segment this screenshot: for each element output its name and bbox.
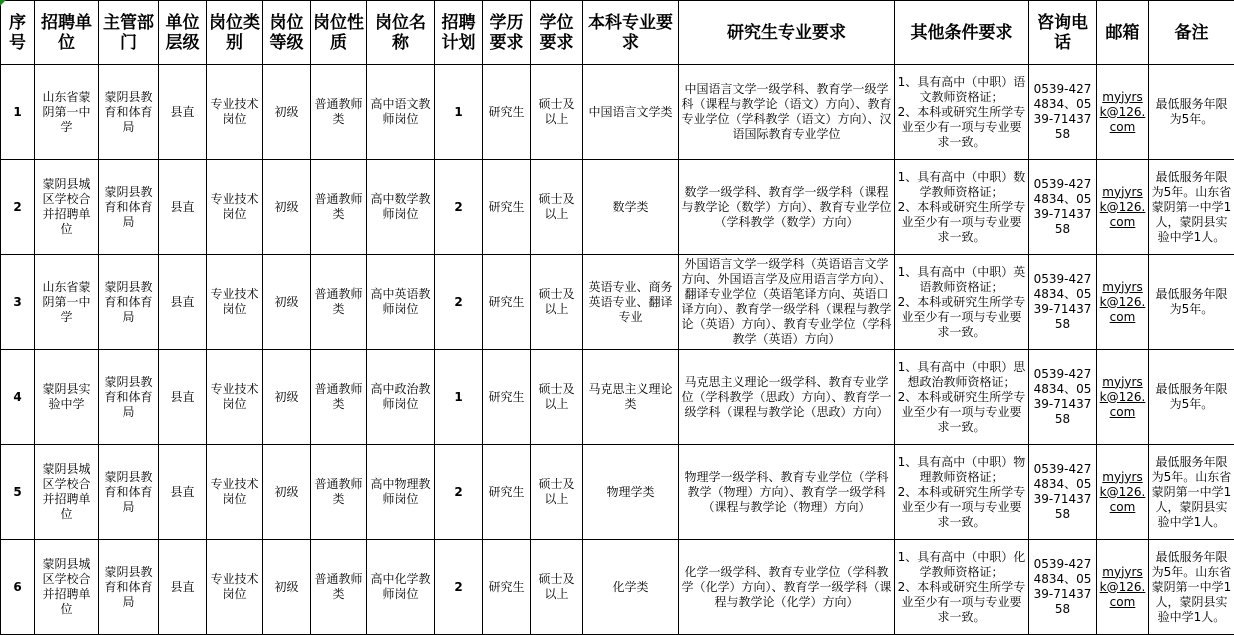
cell-email	[1097, 445, 1149, 540]
cell-corner-marker	[0, 0, 6, 6]
cell-degree: 硕士及以上	[531, 350, 583, 445]
col-header-nature: 岗位性质	[311, 1, 367, 65]
cell-nature: 普通教师类	[311, 540, 367, 635]
table-row	[1, 65, 1234, 160]
cell-grad: 外国语言文学一级学科（英语语言文学方向、外国语言学及应用语言学方向）、翻译专业学位（英语笔译方向、英语口译方向）、教育学一级学科（课程与教学论（英语）方向）、教育专业学位（学科教学（英语）方向）	[679, 255, 895, 350]
cell-grade: 初级	[263, 350, 311, 445]
cell-grad: 马克思主义理论一级学科、教育专业学位（学科教学（思政）方向）、教育学一级学科（课程与教学论（思政）方向）	[679, 350, 895, 445]
cell-unit: 蒙阴县实验中学	[35, 350, 99, 445]
cell-position: 高中物理教师岗位	[367, 445, 435, 540]
cell-edu: 研究生	[483, 350, 531, 445]
cell-undergrad: 化学类	[583, 540, 679, 635]
cell-seq: 4	[1, 350, 35, 445]
col-header-note: 备注	[1149, 1, 1234, 65]
table-row	[1, 350, 1234, 445]
cell-other: 1、具有高中（中职）数学教师资格证； 2、本科或研究生所学专业至少有一项与专业要求一致。	[895, 160, 1029, 255]
cell-other: 1、具有高中（中职）化学教师资格证； 2、本科或研究生所学专业至少有一项与专业要求一致。	[895, 540, 1029, 635]
cell-plan: 1	[435, 65, 483, 160]
cell-undergrad: 中国语言文学类	[583, 65, 679, 160]
cell-seq: 1	[1, 65, 35, 160]
cell-grade: 初级	[263, 255, 311, 350]
cell-level: 县直	[159, 160, 207, 255]
cell-note: 最低服务年限为5年。山东省蒙阴第一中学1人，蒙阴县实验中学1人。	[1149, 540, 1234, 635]
cell-grade: 初级	[263, 445, 311, 540]
cell-unit: 山东省蒙阴第一中学	[35, 255, 99, 350]
cell-position: 高中化学教师岗位	[367, 540, 435, 635]
cell-dept: 蒙阴县教育和体育局	[99, 65, 159, 160]
email-link[interactable]: myjyrsk@126.com	[1100, 565, 1146, 609]
cell-dept: 蒙阴县教育和体育局	[99, 255, 159, 350]
cell-degree: 硕士及以上	[531, 160, 583, 255]
cell-category: 专业技术岗位	[207, 160, 263, 255]
cell-position: 高中政治教师岗位	[367, 350, 435, 445]
cell-category: 专业技术岗位	[207, 445, 263, 540]
cell-email	[1097, 65, 1149, 160]
cell-note: 最低服务年限为5年。	[1149, 65, 1234, 160]
cell-grade: 初级	[263, 65, 311, 160]
col-header-edu: 学历要求	[483, 1, 531, 65]
cell-unit: 蒙阴县城区学校合并招聘单位	[35, 445, 99, 540]
cell-plan: 2	[435, 255, 483, 350]
cell-grade: 初级	[263, 160, 311, 255]
cell-email	[1097, 160, 1149, 255]
cell-level: 县直	[159, 540, 207, 635]
cell-degree: 硕士及以上	[531, 255, 583, 350]
cell-plan: 2	[435, 160, 483, 255]
col-header-grad: 研究生专业要求	[679, 1, 895, 65]
col-header-category: 岗位类别	[207, 1, 263, 65]
cell-seq: 3	[1, 255, 35, 350]
cell-grad: 中国语言文学一级学科、教育学一级学科（课程与教学论（语文）方向）、教育专业学位（学科教学（语文）方向）、汉语国际教育专业学位	[679, 65, 895, 160]
cell-seq: 5	[1, 445, 35, 540]
cell-email	[1097, 350, 1149, 445]
cell-undergrad: 物理学类	[583, 445, 679, 540]
col-header-level: 单位层级	[159, 1, 207, 65]
cell-position: 高中英语教师岗位	[367, 255, 435, 350]
cell-nature: 普通教师类	[311, 255, 367, 350]
cell-seq: 2	[1, 160, 35, 255]
col-header-position: 岗位名称	[367, 1, 435, 65]
cell-undergrad: 数学类	[583, 160, 679, 255]
table-row	[1, 255, 1234, 350]
cell-phone: 0539-4274834、0539-7143758	[1029, 445, 1097, 540]
cell-level: 县直	[159, 65, 207, 160]
cell-edu: 研究生	[483, 160, 531, 255]
cell-degree: 硕士及以上	[531, 540, 583, 635]
cell-dept: 蒙阴县教育和体育局	[99, 160, 159, 255]
cell-note: 最低服务年限为5年。	[1149, 255, 1234, 350]
cell-position: 高中数学教师岗位	[367, 160, 435, 255]
cell-unit: 蒙阴县城区学校合并招聘单位	[35, 540, 99, 635]
cell-phone: 0539-4274834、0539-7143758	[1029, 160, 1097, 255]
cell-note: 最低服务年限为5年。山东省蒙阴第一中学1人，蒙阴县实验中学1人。	[1149, 445, 1234, 540]
cell-dept: 蒙阴县教育和体育局	[99, 350, 159, 445]
col-header-seq: 序号	[1, 1, 35, 65]
email-link[interactable]: myjyrsk@126.com	[1100, 375, 1146, 419]
cell-degree: 硕士及以上	[531, 65, 583, 160]
cell-category: 专业技术岗位	[207, 65, 263, 160]
cell-position: 高中语文教师岗位	[367, 65, 435, 160]
cell-nature: 普通教师类	[311, 350, 367, 445]
email-link[interactable]: myjyrsk@126.com	[1100, 185, 1146, 229]
email-link[interactable]: myjyrsk@126.com	[1100, 470, 1146, 514]
cell-email	[1097, 255, 1149, 350]
cell-plan: 2	[435, 540, 483, 635]
cell-grad: 数学一级学科、教育学一级学科（课程与教学论（数学）方向）、教育专业学位（学科教学（数学）方向）	[679, 160, 895, 255]
cell-email	[1097, 540, 1149, 635]
col-header-degree: 学位要求	[531, 1, 583, 65]
cell-plan: 1	[435, 350, 483, 445]
cell-note: 最低服务年限为5年。	[1149, 350, 1234, 445]
cell-phone: 0539-4274834、0539-7143758	[1029, 540, 1097, 635]
col-header-other: 其他条件要求	[895, 1, 1029, 65]
cell-other: 1、具有高中（中职）英语教师资格证； 2、本科或研究生所学专业至少有一项与专业要求一致。	[895, 255, 1029, 350]
col-header-email: 邮箱	[1097, 1, 1149, 65]
col-header-dept: 主管部门	[99, 1, 159, 65]
cell-phone: 0539-4274834、0539-7143758	[1029, 350, 1097, 445]
cell-category: 专业技术岗位	[207, 350, 263, 445]
cell-edu: 研究生	[483, 445, 531, 540]
cell-other: 1、具有高中（中职）思想政治教师资格证； 2、本科或研究生所学专业至少有一项与专业要求一致。	[895, 350, 1029, 445]
cell-nature: 普通教师类	[311, 445, 367, 540]
col-header-plan: 招聘计划	[435, 1, 483, 65]
cell-nature: 普通教师类	[311, 65, 367, 160]
cell-other: 1、具有高中（中职）物理教师资格证； 2、本科或研究生所学专业至少有一项与专业要求一致。	[895, 445, 1029, 540]
cell-category: 专业技术岗位	[207, 540, 263, 635]
cell-edu: 研究生	[483, 65, 531, 160]
cell-dept: 蒙阴县教育和体育局	[99, 445, 159, 540]
cell-grad: 化学一级学科、教育专业学位（学科教学（化学）方向）、教育学一级学科（课程与教学论（化学）方向）	[679, 540, 895, 635]
cell-level: 县直	[159, 350, 207, 445]
cell-plan: 2	[435, 445, 483, 540]
cell-unit: 山东省蒙阴第一中学	[35, 65, 99, 160]
header-row	[1, 1, 1234, 65]
col-header-grade: 岗位等级	[263, 1, 311, 65]
cell-nature: 普通教师类	[311, 160, 367, 255]
cell-level: 县直	[159, 445, 207, 540]
cell-edu: 研究生	[483, 255, 531, 350]
col-header-phone: 咨询电话	[1029, 1, 1097, 65]
cell-note: 最低服务年限为5年。山东省蒙阴第一中学1人，蒙阴县实验中学1人。	[1149, 160, 1234, 255]
cell-seq: 6	[1, 540, 35, 635]
table-row	[1, 160, 1234, 255]
cell-grade: 初级	[263, 540, 311, 635]
cell-phone: 0539-4274834、0539-7143758	[1029, 255, 1097, 350]
cell-level: 县直	[159, 255, 207, 350]
cell-degree: 硕士及以上	[531, 445, 583, 540]
email-link[interactable]: myjyrsk@126.com	[1100, 280, 1146, 324]
cell-undergrad: 马克思主义理论类	[583, 350, 679, 445]
cell-category: 专业技术岗位	[207, 255, 263, 350]
cell-dept: 蒙阴县教育和体育局	[99, 540, 159, 635]
col-header-unit: 招聘单位	[35, 1, 99, 65]
cell-grad: 物理学一级学科、教育专业学位（学科教学（物理）方向）、教育学一级学科（课程与教学论（物理）方向）	[679, 445, 895, 540]
table-row	[1, 540, 1234, 635]
table-row	[1, 445, 1234, 540]
cell-other: 1、具有高中（中职）语文教师资格证； 2、本科或研究生所学专业至少有一项与专业要求一致。	[895, 65, 1029, 160]
cell-undergrad: 英语专业、商务英语专业、翻译专业	[583, 255, 679, 350]
cell-edu: 研究生	[483, 540, 531, 635]
cell-unit: 蒙阴县城区学校合并招聘单位	[35, 160, 99, 255]
cell-phone: 0539-4274834、0539-7143758	[1029, 65, 1097, 160]
email-link[interactable]: myjyrsk@126.com	[1100, 90, 1146, 134]
col-header-undergrad: 本科专业要求	[583, 1, 679, 65]
